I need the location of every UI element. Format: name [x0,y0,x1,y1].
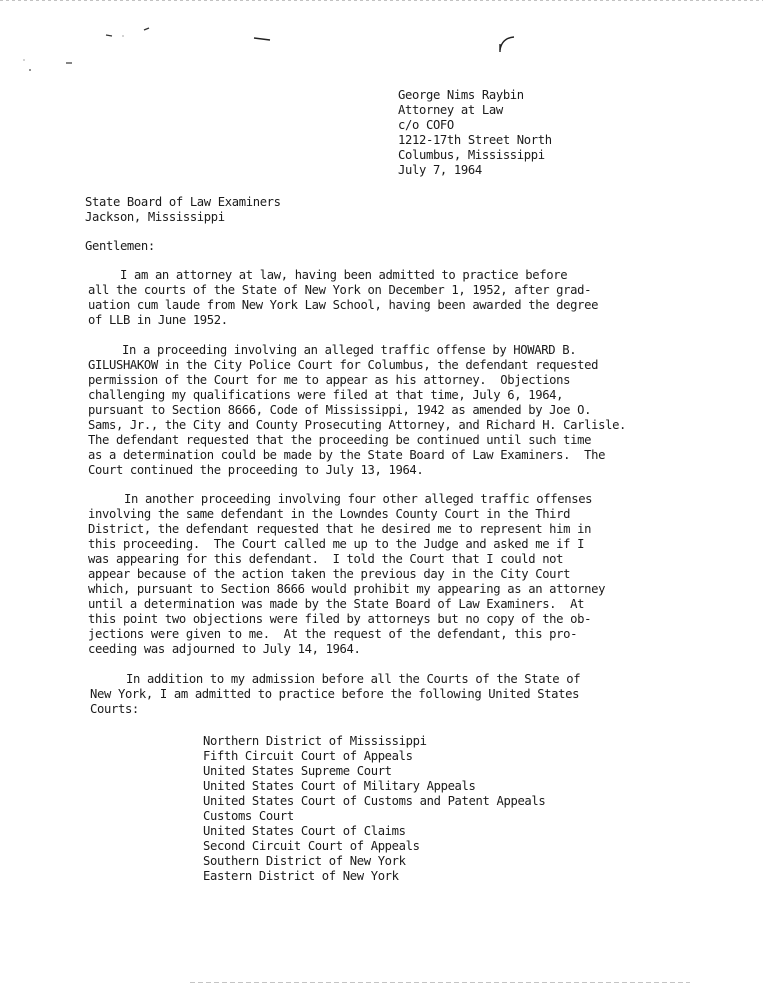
paragraph-line: Sams, Jr., the City and County Prosecuting Attorney, and Richard H. Carlisle. [88,418,627,432]
sender-city: Columbus, Mississippi [398,148,545,162]
salutation: Gentlemen: [85,239,155,253]
paragraph-line: Court continued the proceeding to July 13, 1964. [88,463,424,477]
letter-date: July 7, 1964 [398,163,482,177]
paragraph-line: appear because of the action taken the previous day in the City Court [88,567,571,581]
paragraph-line: involving the same defendant in the Lowndes County Court in the Third [88,507,571,521]
paragraph-line: New York, I am admitted to practice before the following United States [90,687,580,701]
paragraph-line: which, pursuant to Section 8666 would prohibit my appearing as an attorney [88,582,606,596]
paragraph-line: as a determination could be made by the State Board of Law Examiners. The [88,448,606,462]
sender-title: Attorney at Law [398,103,503,117]
court-list-item: United States Court of Customs and Patent Appeals [203,794,546,808]
paragraph-line: challenging my qualifications were filed at that time, July 6, 1964, [88,388,564,402]
court-list-item: Eastern District of New York [203,869,399,883]
recipient-line-1: State Board of Law Examiners [85,195,281,209]
sender-street: 1212-17th Street North [398,133,552,147]
paragraph-line: District, the defendant requested that he desired me to represent him in [88,522,592,536]
paragraph-line: of LLB in June 1952. [88,313,228,327]
court-list-item: United States Court of Military Appeals [203,779,476,793]
court-list-item: Customs Court [203,809,294,823]
paragraph-line: In addition to my admission before all the Courts of the State of [126,672,581,686]
page-bottom-edge [190,982,690,984]
court-list-item: Fifth Circuit Court of Appeals [203,749,413,763]
sender-name: George Nims Raybin [398,88,524,102]
paragraph-line: was appearing for this defendant. I told the Court that I could not [88,552,564,566]
paragraph-line: this proceeding. The Court called me up to the Judge and asked me if I [88,537,585,551]
paragraph-line: until a determination was made by the State Board of Law Examiners. At [88,597,585,611]
paragraph-line: In a proceeding involving an alleged traffic offense by HOWARD B. [122,343,577,357]
paragraph-line: all the courts of the State of New York on December 1, 1952, after grad- [88,283,592,297]
paragraph-line: ceeding was adjourned to July 14, 1964. [88,642,361,656]
court-list-item: United States Court of Claims [203,824,406,838]
paragraph-line: permission of the Court for me to appear as his attorney. Objections [88,373,571,387]
paragraph-line: Courts: [90,702,139,716]
paragraph-line: In another proceeding involving four other alleged traffic offenses [124,492,593,506]
recipient-line-2: Jackson, Mississippi [85,210,225,224]
paragraph-line: The defendant requested that the proceeding be continued until such time [88,433,592,447]
scan-speck-marks [0,0,763,120]
paragraph-line: pursuant to Section 8666, Code of Mississippi, 1942 as amended by Joe O. [88,403,592,417]
paragraph-line: this point two objections were filed by attorneys but no copy of the ob- [88,612,592,626]
paragraph-line: I am an attorney at law, having been admitted to practice before [120,268,568,282]
court-list-item: Northern District of Mississippi [203,734,427,748]
court-list-item: Southern District of New York [203,854,406,868]
paragraph-line: uation cum laude from New York Law School, having been awarded the degree [88,298,599,312]
court-list-item: Second Circuit Court of Appeals [203,839,420,853]
sender-care-of: c/o COFO [398,118,454,132]
court-list-item: United States Supreme Court [203,764,392,778]
paragraph-line: GILUSHAKOW in the City Police Court for Columbus, the defendant requested [88,358,599,372]
paragraph-line: jections were given to me. At the request of the defendant, this pro- [88,627,578,641]
